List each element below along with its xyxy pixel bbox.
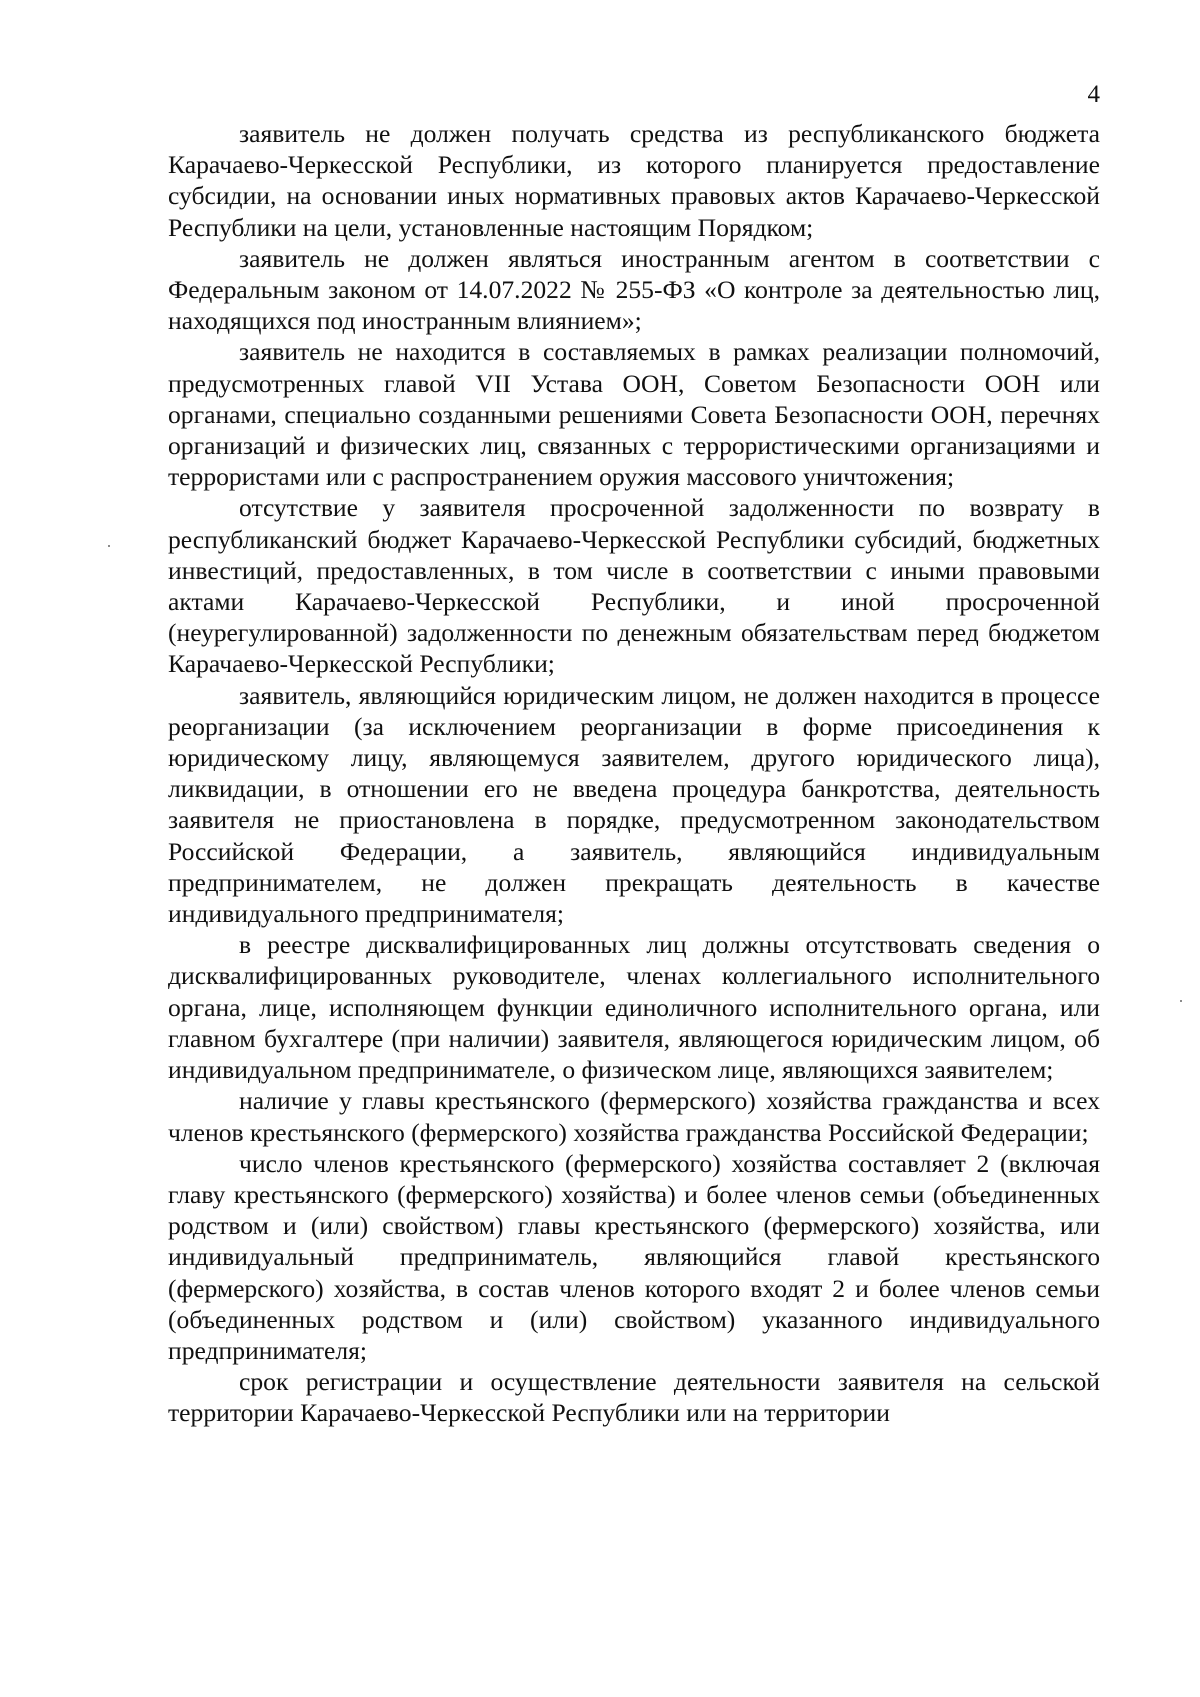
scan-speck bbox=[1180, 1000, 1182, 1002]
paragraph-un-lists: заявитель не находится в составляемых в рамках реализации полномочий, предусмотренных главой VII Устава ООН, Советом Безопасности ООН или органами, специально созданными решениями Совета Безопасности ООН, перечнях организаций и физических лиц, связанных с террористическими организациями и террористами или с распространением оружия массового уничтожения; bbox=[168, 337, 1100, 492]
paragraph-reorganization: заявитель, являющийся юридическим лицом, не должен находится в процессе реорганизации (за исключением реорганизации в форме присоединения к юридическому лицу, являющемуся заявителем, другого юридического лица), ликвидации, в отношении его не введена процедура банкротства, деятельность заявителя не приостановлена в порядке, предусмотренном законодательством Российской Федерации, а заявитель, являющийся индивидуальным предпринимателем, не должен прекращать деятельность в качестве индивидуального предпринимателя; bbox=[168, 680, 1100, 929]
paragraph-foreign-agent: заявитель не должен являться иностранным агентом в соответствии с Федеральным законом от 14.07.2022 № 255-ФЗ «О контроле за деятельностью лиц, находящихся под иностранным влиянием»; bbox=[168, 243, 1100, 336]
paragraph-no-other-funding: заявитель не должен получать средства из республиканского бюджета Карачаево-Черкесской Республики, из которого планируется предоставление субсидии, на основании иных нормативных правовых актов Карачаево-Черкесской Республики на цели, установленные настоящим Порядком; bbox=[168, 119, 1100, 242]
paragraph-citizenship: наличие у главы крестьянского (фермерского) хозяйства гражданства и всех членов крестьянского (фермерского) хозяйства гражданства Российской Федерации; bbox=[168, 1086, 1100, 1147]
paragraph-registration-term: срок регистрации и осуществление деятельности заявителя на сельской территории Карачаево-Черкесской Республики или на территории bbox=[168, 1367, 1100, 1428]
paragraph-members-count: число членов крестьянского (фермерского) хозяйства составляет 2 (включая главу крестьянского (фермерского) хозяйства) и более членов семьи (объединенных родством и (или) свойством) главы крестьянского (фермерского) хозяйства, или индивидуальный предприниматель, являющийся главой крестьянского (фермерского) хозяйства, в состав членов которого входят 2 и более членов семьи (объединенных родством и (или) свойством) указанного индивидуального предпринимателя; bbox=[168, 1148, 1100, 1365]
paragraph-disqualified-persons: в реестре дисквалифицированных лиц должны отсутствовать сведения о дисквалифицированных руководителе, членах коллегиального исполнительного органа, лице, исполняющем функции единоличного исполнительного органа, или главном бухгалтере (при наличии) заявителя, являющегося юридическим лицом, об индивидуальном предпринимателе, о физическом лице, являющихся заявителем; bbox=[168, 930, 1100, 1085]
scan-speck bbox=[108, 545, 110, 547]
paragraph-no-overdue-debt: отсутствие у заявителя просроченной задолженности по возврату в республиканский бюджет Карачаево-Черкесской Республики субсидий, бюджетных инвестиций, предоставленных, в том числе в соответствии с иными правовыми актами Карачаево-Черкесской Республики, и иной просроченной (неурегулированной) задолженности по денежным обязательствам перед бюджетом Карачаево-Черкесской Республики; bbox=[168, 493, 1100, 679]
page-number: 4 bbox=[1087, 81, 1100, 108]
document-body bbox=[168, 118, 1100, 1429]
